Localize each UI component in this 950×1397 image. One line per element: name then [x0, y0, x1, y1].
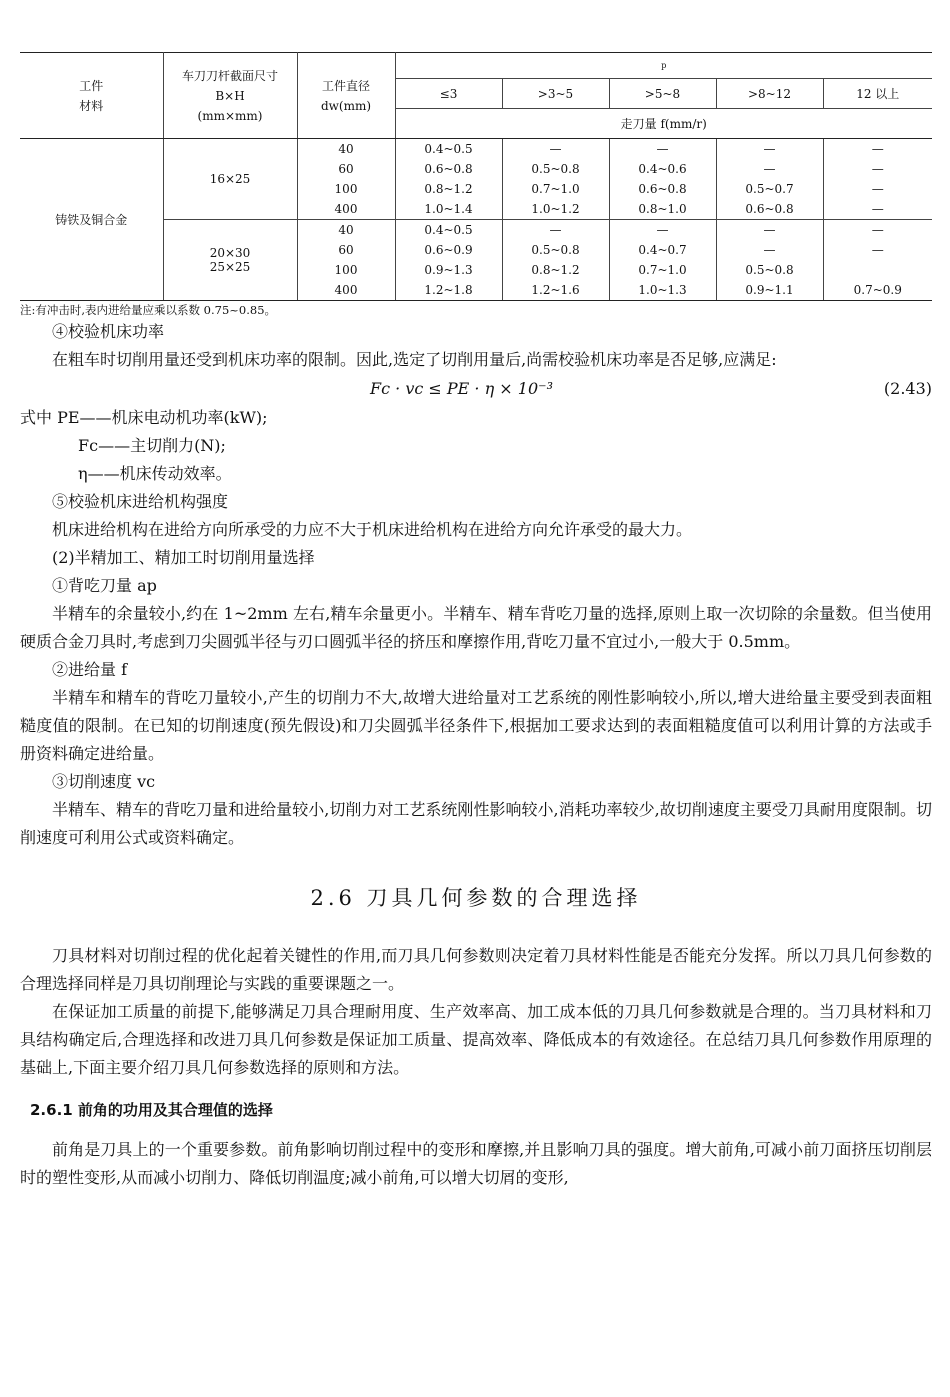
header-ap-range: ≤3: [395, 79, 502, 109]
cell-feed-values: — — 0.7~0.9: [823, 220, 932, 301]
paragraph: 在粗车时切削用量还受到机床功率的限制。因此,选定了切削用量后,尚需校验机床功率是否足够,应满足:: [52, 350, 777, 369]
cell-feed-values: — 0.4~0.7 0.7~1.0 1.0~1.3: [609, 220, 716, 301]
paragraph: 机床进给机构在进给方向所承受的力应不大于机床进给机构在进给方向允许承受的最大力。: [52, 520, 693, 539]
heading-check-feed-mechanism: ⑤校验机床进给机构强度: [52, 492, 229, 511]
paragraph: 前角是刀具上的一个重要参数。前角影响切削过程中的变形和摩擦,并且影响刀具的强度。增大前角,可减小前刀面挤压切削层时的塑性变形,从而减小切削力、降低切削温度;减小前角,可以增大切屑的变形,: [20, 1140, 932, 1187]
section-title: 2.6 刀具几何参数的合理选择: [310, 886, 642, 910]
cell-diameters: 40 60 100 400: [297, 220, 395, 301]
cell-feed-values: 0.4~0.5 0.6~0.8 0.8~1.2 1.0~1.4: [395, 139, 502, 220]
header-ap-range: >8~12: [716, 79, 823, 109]
formula-definitions: [20, 404, 932, 488]
header-feed-rate: 走刀量 f(mm/r): [395, 109, 932, 139]
formula-expression: Fc · vc ≤ PE · η × 10⁻³: [370, 379, 553, 398]
header-ap-range: 12 以上: [823, 79, 932, 109]
table-note: 注:有冲击时,表内进给量应乘以系数 0.75~0.85。: [20, 303, 277, 317]
cell-feed-values: 0.4~0.5 0.6~0.9 0.9~1.3 1.2~1.8: [395, 220, 502, 301]
definition: Fc——主切削力(N);: [78, 436, 226, 455]
cell-feed-values: — — 0.5~0.7 0.6~0.8: [716, 139, 823, 220]
paragraph: 在保证加工质量的前提下,能够满足刀具合理耐用度、生产效率高、加工成本低的刀具几何参数就是合理的。当刀具材料和刀具结构确定后,合理选择和改进刀具几何参数是保证加工质量、提高效率、降低成本的有效途径。在总结刀具几何参数作用原理的基础上,下面主要介绍刀具几何参数选择的原则和方法。: [20, 1002, 932, 1077]
header-depth-of-cut: p: [395, 53, 932, 79]
definition: 式中 PE——机床电动机功率(kW);: [20, 408, 268, 427]
cell-feed-values: — — — —: [823, 139, 932, 220]
definition: η——机床传动效率。: [78, 464, 232, 483]
cell-shank: 16×25: [163, 139, 297, 220]
paragraph: 半精车、精车的背吃刀量和进给量较小,切削力对工艺系统刚性影响较小,消耗功率较少,故切削速度主要受刀具耐用度限制。切削速度可利用公式或资料确定。: [20, 800, 932, 847]
formula-number: (2.43): [883, 379, 932, 398]
heading-feed: ②进给量 f: [52, 660, 128, 679]
heading-depth-of-cut: ①背吃刀量 ap: [52, 576, 157, 595]
header-workpiece-diameter: 工件直径 dw(mm): [297, 53, 395, 139]
paragraph: 半精车的余量较小,约在 1~2mm 左右,精车余量更小。半精车、精车背吃刀量的选择,原则上取一次切除的余量数。但当使用硬质合金刀具时,考虑到刀尖圆弧半径与刃口圆弧半径的挤压和摩擦作用,背吃刀量不宜过小,一般大于 0.5mm。: [20, 604, 932, 651]
header-material: 工件 材料: [20, 53, 163, 139]
feed-rate-table: [20, 52, 932, 301]
paragraph: 半精车和精车的背吃刀量较小,产生的切削力不大,故增大进给量对工艺系统的刚性影响较小,所以,增大进给量主要受到表面粗糙度值的限制。在已知的切削速度(预先假设)和刀尖圆弧半径条件下,根据加工要求达到的表面粗糙度值可以利用计算的方法或手册资料确定进给量。: [20, 688, 932, 763]
header-shank-size: 车刀刀杆截面尺寸 B×H (mm×mm): [163, 53, 297, 139]
heading-semi-finishing: (2)半精加工、精加工时切削用量选择: [52, 548, 315, 567]
cell-feed-values: — 0.5~0.8 0.8~1.2 1.2~1.6: [502, 220, 609, 301]
page: [20, 52, 932, 1192]
header-ap-range: >5~8: [609, 79, 716, 109]
heading-cutting-speed: ③切削速度 vc: [52, 772, 156, 791]
cell-diameters: 40 60 100 400: [297, 139, 395, 220]
body-text: [20, 318, 932, 1192]
paragraph: 刀具材料对切削过程的优化起着关键性的作用,而刀具几何参数则决定着刀具材料性能是否能充分发挥。所以刀具几何参数的合理选择同样是刀具切削理论与实践的重要课题之一。: [20, 946, 932, 993]
formula: [20, 374, 932, 404]
header-ap-range: >3~5: [502, 79, 609, 109]
cell-shank: 20×30 25×25: [163, 220, 297, 301]
subsection-title: 2.6.1 前角的功用及其合理值的选择: [30, 1101, 273, 1119]
cell-feed-values: — 0.4~0.6 0.6~0.8 0.8~1.0: [609, 139, 716, 220]
cell-feed-values: — 0.5~0.8 0.7~1.0 1.0~1.2: [502, 139, 609, 220]
cell-material: 铸铁及铜合金: [20, 139, 163, 301]
cell-feed-values: — — 0.5~0.8 0.9~1.1: [716, 220, 823, 301]
heading-check-power: ④校验机床功率: [52, 322, 165, 341]
